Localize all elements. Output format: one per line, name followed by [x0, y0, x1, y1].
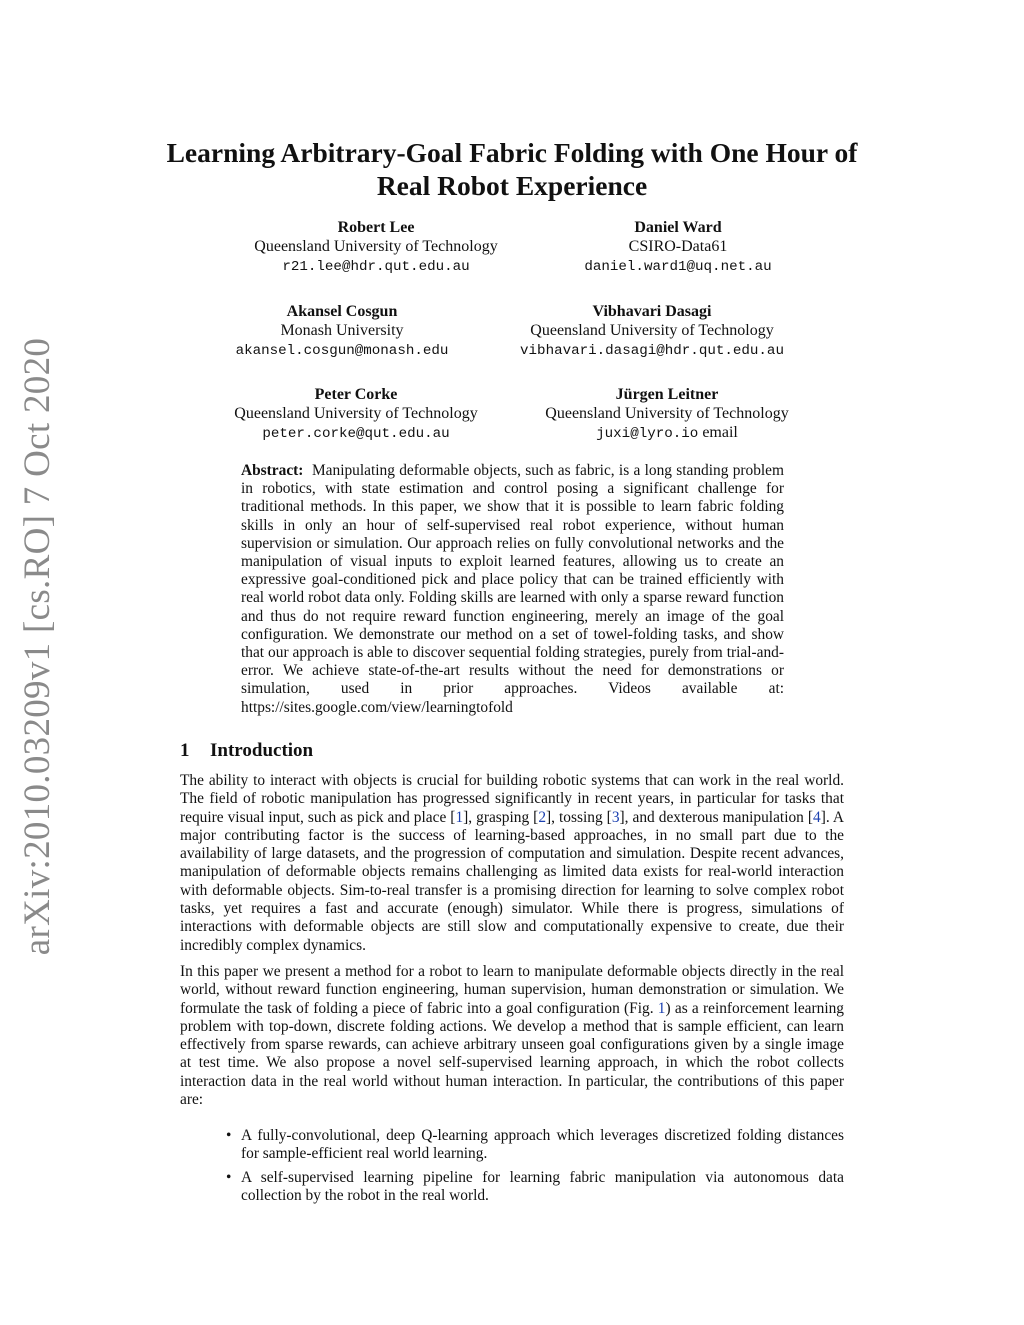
abstract-text: Manipulating deformable objects, such as fabric, is a long standing problem in robotics, with state estimation and control posing a significant challenge for traditional methods. In this paper, we show that it is possible to learn fabric folding skills in only an hour of self-supervised real robot experience, without human supervision or simulation. Our approach relies on fully convolutional networks and the manipulation of visual inputs to exploit learned features, allowing us to create an expressive goal-conditioned pick and place policy that can be trained efficiently with real world robot data only. Folding skills are learned with only a sparse reward function and thus do not require reward function engineering, merely an image of the goal configuration. We demonstrate our method on a set of towel-folding tasks, and show that our approach is able to discover sequential folding strategies, purely from trial-and-error. We achieve state-of-the-art results without the need for demonstrations or simulation, used in prior approaches. Videos available at: https://sites.google.com/view/learningtofold [241, 462, 784, 716]
arxiv-identifier-text: arXiv:2010.03209v1 [cs.RO] 7 Oct 2020 [17, 337, 59, 956]
author-block [502, 385, 832, 444]
author-name: Jürgen Leitner [615, 386, 719, 403]
citation-link[interactable]: 4 [813, 808, 821, 826]
author-email[interactable]: r21.lee@hdr.qut.edu.au [282, 259, 470, 275]
author-block [513, 218, 843, 277]
author-affiliation: Monash University [280, 322, 404, 339]
author-email[interactable]: daniel.ward1@uq.net.au [584, 259, 772, 275]
author-name: Daniel Ward [634, 219, 722, 236]
intro-paragraph-1: The ability to interact with objects is crucial for building robotic systems that can work in the real world. The field of robotic manipulation has progressed significantly in recent years, in particular for tasks that require visual input, such as pick and place [1], grasping [2], tossing [3], and dexterous manipulation [4]. A major contributing factor is the success of learning-based approaches, in no small part due to the availability of large datasets, and the progression of computation and simulation. Despite recent advances, manipulation of deformable objects remains challenging as limited data exists for real-world interaction with deformable objects. Sim-to-real transfer is a promising direction for learning to solve complex robot tasks, yet requires a fast and accurate (enough) simulator. While there is progress, simulations of interactions with deformable objects are still slow and computationally expensive to create, due their incredibly complex dynamics. [180, 772, 845, 954]
abstract-label: Abstract: [241, 462, 304, 479]
citation-link[interactable]: 1 [455, 808, 464, 826]
author-affiliation: Queensland University of Technology [545, 405, 789, 422]
author-affiliation: Queensland University of Technology [234, 405, 478, 422]
author-block [191, 385, 521, 444]
author-block [482, 302, 822, 361]
author-name: Vibhavari Dasagi [592, 303, 712, 320]
list-item: • A self-supervised learning pipeline for learning fabric manipulation via autonomous data collection by the robot in the real world. [226, 1168, 844, 1204]
list-item: • A fully-convolutional, deep Q-learning approach which leverages discretized folding distances for sample-efficient real world learning. [226, 1127, 844, 1163]
section-title: Introduction [210, 740, 314, 761]
author-affiliation: Queensland University of Technology [530, 322, 774, 339]
section-number: 1 [180, 740, 190, 761]
author-name: Peter Corke [314, 386, 398, 403]
section-heading [180, 740, 313, 762]
author-block [177, 302, 507, 361]
citation-link[interactable]: 2 [538, 808, 547, 826]
author-block [211, 218, 541, 277]
figure-reference-link[interactable]: 1 [657, 999, 666, 1017]
citation-link[interactable]: 3 [611, 808, 620, 826]
contributions-list [180, 1127, 844, 1210]
author-name: Robert Lee [337, 219, 415, 236]
paper-title: Learning Arbitrary-Goal Fabric Folding with One Hour of Real Robot Experience [166, 137, 858, 201]
bullet-icon: • [226, 1168, 232, 1186]
intro-paragraph-2: In this paper we present a method for a robot to learn to manipulate deformable objects directly in the real world, without reward function engineering, human supervision, human demonstration or simulation. We formulate the task of folding a piece of fabric into a goal configuration (Fig. 1) as a reinforcement learning problem with top-down, discrete folding actions. We develop a method that is sample efficient, can learn effectively from sparse rewards, can achieve arbitrary unseen goal configurations given by a single image at test time. We also propose a novel self-supervised learning approach, in which the robot collects interaction data in the real world without human interaction. In particular, the contributions of this paper are: [180, 963, 844, 1109]
author-email[interactable]: vibhavari.dasagi@hdr.qut.edu.au [520, 343, 784, 359]
author-email[interactable]: juxi@lyro.io email [596, 424, 738, 442]
author-affiliation: CSIRO-Data61 [628, 238, 728, 255]
author-name: Akansel Cosgun [286, 303, 398, 320]
author-affiliation: Queensland University of Technology [254, 238, 498, 255]
bullet-icon: • [226, 1127, 232, 1144]
author-email[interactable]: peter.corke@qut.edu.au [262, 426, 450, 442]
author-email[interactable]: akansel.cosgun@monash.edu [235, 343, 449, 359]
arxiv-identifier [10, 337, 65, 956]
abstract [241, 462, 784, 717]
